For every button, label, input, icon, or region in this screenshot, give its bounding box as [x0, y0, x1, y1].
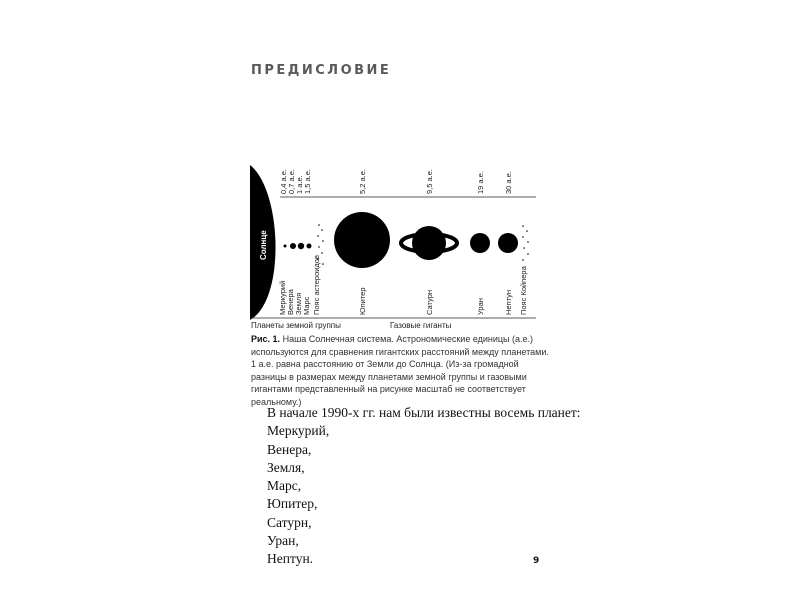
caption-label: Рис. 1.	[251, 334, 281, 344]
group-label-gas-giants: Газовые гиганты	[390, 321, 452, 330]
sun-label: Солнце	[259, 230, 268, 260]
list-item: Меркурий,	[267, 423, 330, 439]
group-label-terrestrial: Планеты земной группы	[251, 321, 341, 330]
planet-label-uranus: Уран	[476, 298, 485, 315]
list-item: Сатурн,	[267, 514, 312, 530]
list-item: Марс,	[267, 478, 302, 494]
caption-text: Наша Солнечная система. Астрономические единицы (а.е.) используются для сравнения гигантских расстояний между планетами. 1 а.е. равна расстоянию от Земли до Солнца. (Из-за громадной разницы в размерах между планетами земной группы и газовыми гигантами представленный на рисунке масштаб не соответствует реальному.)	[251, 334, 549, 407]
distance-label-neptune: 30 а.е.	[504, 171, 513, 194]
distance-label-uranus: 19 а.е.	[476, 171, 485, 194]
distance-label-jupiter: 5,2 а.е.	[358, 168, 367, 194]
list-item: Нептун.	[267, 551, 314, 567]
jupiter-disc	[334, 212, 390, 268]
planet-label-neptune: Нептун	[504, 289, 513, 315]
list-item: Юпитер,	[267, 496, 318, 512]
kuiper-belt	[522, 225, 529, 261]
planet-label-earth: Земля	[294, 292, 303, 315]
solar-system-diagram	[240, 150, 550, 335]
chapter-heading: ПРЕДИСЛОВИЕ	[251, 63, 392, 78]
neptune-disc	[498, 233, 518, 253]
distance-label-earth: 1 а.е.	[295, 175, 304, 194]
distance-label-venus: 0,7 а.е.	[287, 168, 296, 194]
body-text	[267, 404, 581, 569]
planet-label-jupiter: Юпитер	[358, 287, 367, 315]
mercury-dot	[284, 245, 287, 248]
planet-label-mercury: Меркурий	[278, 280, 287, 315]
page-number: 9	[533, 556, 540, 566]
figure-caption	[251, 333, 551, 408]
planet-label-saturn: Сатурн	[425, 289, 434, 315]
planet-label-mars: Марс	[302, 296, 311, 315]
distance-label-mars: 1,5 а.е.	[303, 168, 312, 194]
earth-dot	[298, 243, 304, 249]
venus-dot	[290, 243, 296, 249]
list-item: Венера,	[267, 441, 312, 457]
list-item: Земля,	[267, 459, 305, 475]
planet-label-kuiper-belt: Пояс Койпера	[519, 266, 528, 315]
planet-label-venus: Венера	[286, 289, 295, 315]
saturn-shape	[401, 226, 457, 260]
distance-label-mercury: 0,4 а.е.	[279, 168, 288, 194]
intro-line: В начале 1990-х гг. нам были известны восемь планет:	[267, 405, 581, 420]
list-item: Уран,	[267, 533, 299, 549]
mars-dot	[307, 244, 312, 249]
distance-label-saturn: 9,5 а.е.	[425, 168, 434, 194]
planet-label-asteroid-belt: Пояс астероидов	[312, 255, 321, 315]
uranus-disc	[470, 233, 490, 253]
